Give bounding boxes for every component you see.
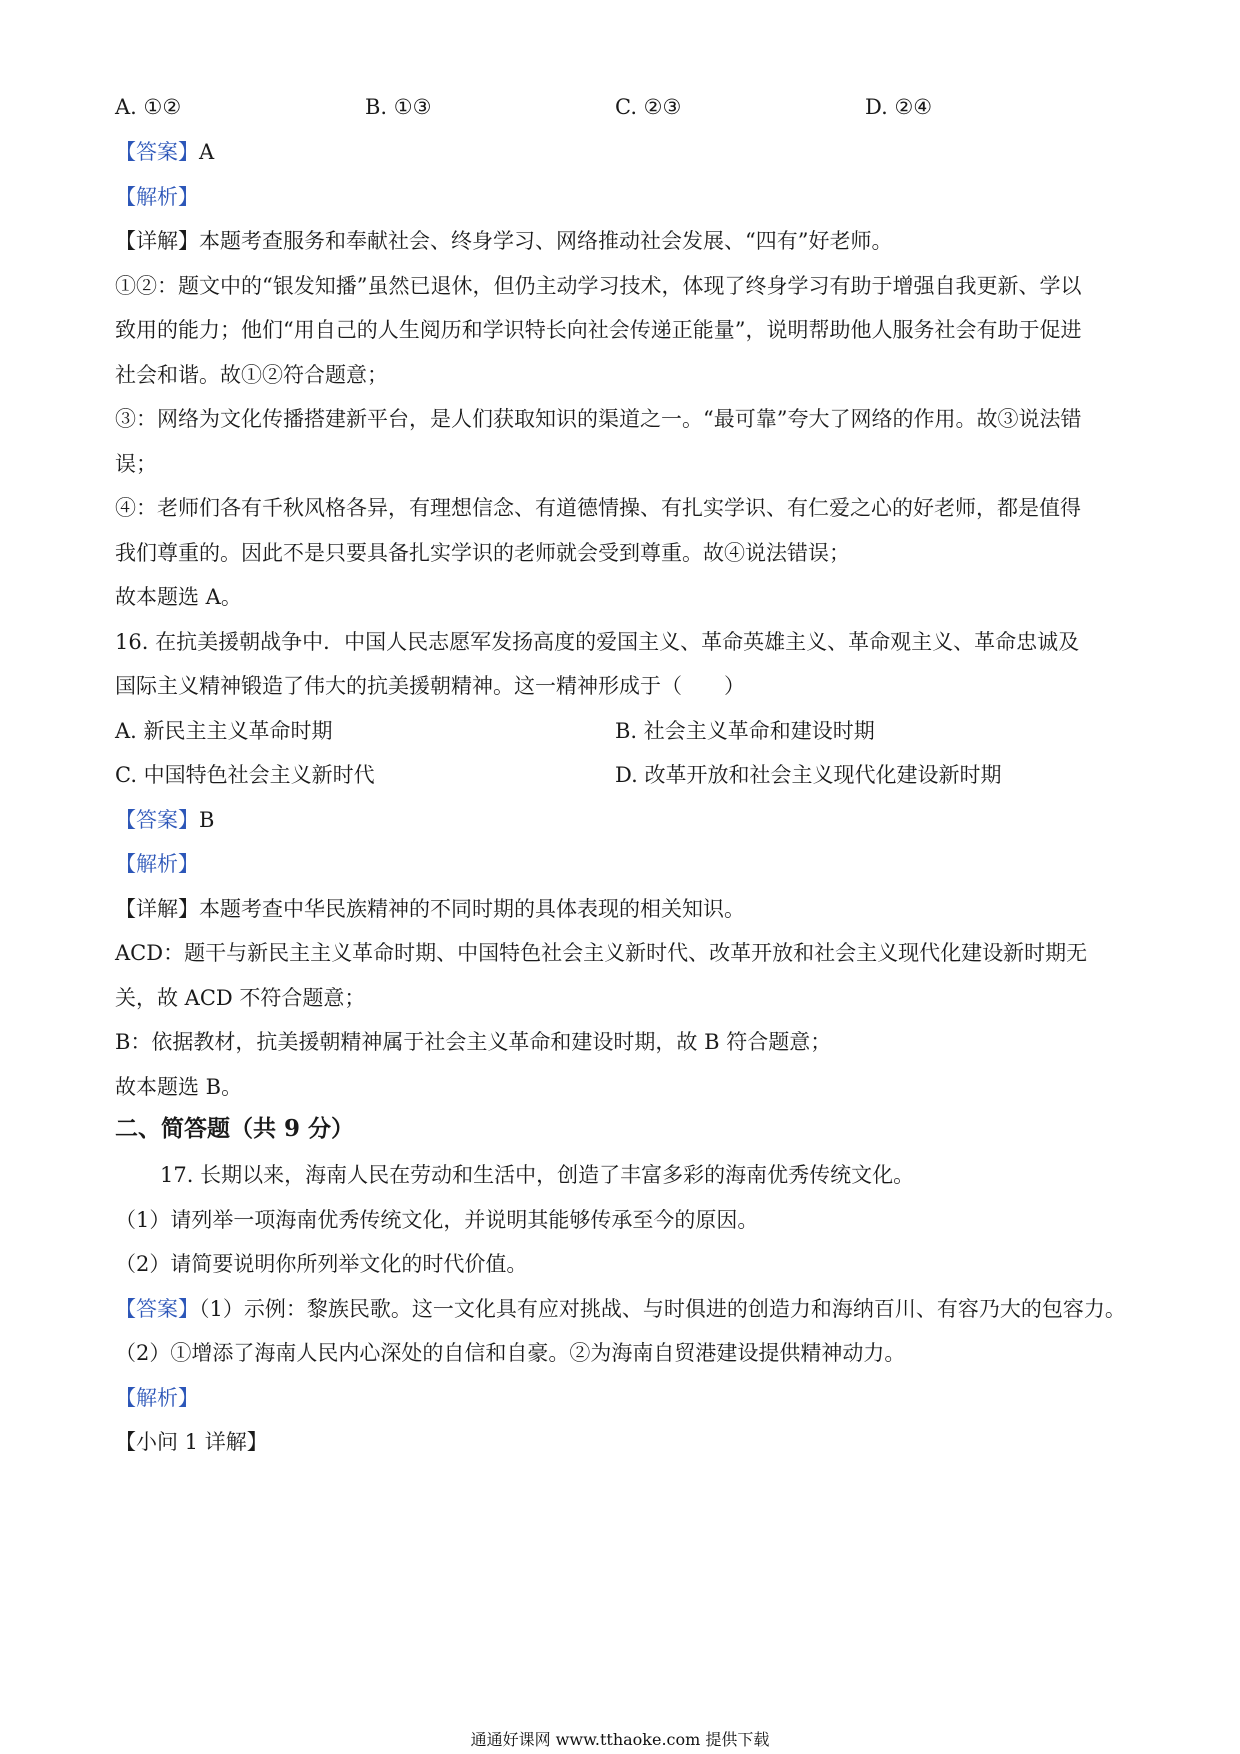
q15-line: 故本题选 A。 [115, 585, 242, 609]
detail-text: 本题考查服务和奉献社会、终身学习、网络推动社会发展、“四有”好老师。 [199, 229, 893, 253]
answer-text: （1）示例：黎族民歌。这一文化具有应对挑战、与时俱进的创造力和海纳百川、有容乃大的包容力。 [199, 1297, 1126, 1321]
q15-line: ③：网络为文化传播搭建新平台，是人们获取知识的渠道之一。“最可靠”夸大了网络的作用。故③说法错 [115, 407, 1082, 431]
q15-option-a: A. ①② [115, 95, 182, 119]
q16-line: ACD：题干与新民主主义革命时期、中国特色社会主义新时代、改革开放和社会主义现代化建设新时期无 [115, 941, 1088, 965]
q17-answer-2: （2）①增添了海南人民内心深处的自信和自豪。②为海南自贸港建设提供精神动力。 [115, 1341, 906, 1365]
q16-line: 关，故 ACD 不符合题意； [115, 986, 366, 1010]
detail-text: 本题考查中华民族精神的不同时期的具体表现的相关知识。 [199, 897, 745, 921]
q16-option-c: C. 中国特色社会主义新时代 [115, 763, 375, 787]
q15-answer [115, 137, 214, 167]
page-footer: 通通好课网 www.tthaoke.com 提供下载 [470, 1730, 770, 1749]
answer-tag: 【答案】 [115, 1297, 199, 1321]
q16-option-b: B. 社会主义革命和建设时期 [615, 719, 875, 743]
detail-tag: 【详解】 [115, 229, 199, 253]
q16-line: 故本题选 B。 [115, 1075, 243, 1099]
q17-sub-detail-heading: 【小问 1 详解】 [115, 1430, 268, 1454]
q15-options [115, 92, 1115, 122]
q15-line: 我们尊重的。因此不是只要具备扎实学识的老师就会受到尊重。故④说法错误； [115, 541, 850, 565]
q15-detail [115, 226, 892, 256]
answer-value: B [199, 808, 215, 832]
q17-stem: 17. 长期以来，海南人民在劳动和生活中，创造了丰富多彩的海南优秀传统文化。 [160, 1163, 915, 1187]
q17-answer [115, 1294, 1126, 1324]
q15-line: ④：老师们各有千秋风格各异，有理想信念、有道德情操、有扎实学识、有仁爱之心的好老师，都是值得 [115, 496, 1081, 520]
q16-options-row1 [115, 716, 1115, 746]
q15-option-b: B. ①③ [365, 95, 432, 119]
q15-line: ①②：题文中的“银发知播”虽然已退休，但仍主动学习技术，体现了终身学习有助于增强自我更新、学以 [115, 274, 1082, 298]
answer-tag: 【答案】 [115, 808, 199, 832]
q15-option-c: C. ②③ [615, 95, 682, 119]
detail-tag: 【详解】 [115, 897, 199, 921]
answer-value: A [199, 140, 215, 164]
q16-stem-line: 国际主义精神锻造了伟大的抗美援朝精神。这一精神形成于（ ） [115, 674, 745, 698]
q16-answer [115, 805, 214, 835]
q17-sub2: （2）请简要说明你所列举文化的时代价值。 [115, 1252, 528, 1276]
q15-analysis-tag: 【解析】 [115, 185, 199, 209]
q16-option-d: D. 改革开放和社会主义现代化建设新时期 [615, 763, 1002, 787]
q15-line: 误； [115, 452, 157, 476]
q16-detail [115, 894, 745, 924]
q16-stem-line: 16. 在抗美援朝战争中．中国人民志愿军发扬高度的爱国主义、革命英雄主义、革命观主义、革命忠诚及 [115, 630, 1080, 654]
section-title: 二、简答题（共 9 分） [115, 1115, 355, 1142]
q15-line: 致用的能力；他们“用自己的人生阅历和学识特长向社会传递正能量”，说明帮助他人服务社会有助于促进 [115, 318, 1082, 342]
q16-analysis-tag: 【解析】 [115, 852, 199, 876]
q17-sub1: （1）请列举一项海南优秀传统文化，并说明其能够传承至今的原因。 [115, 1208, 759, 1232]
answer-tag: 【答案】 [115, 140, 199, 164]
q15-line: 社会和谐。故①②符合题意； [115, 363, 388, 387]
q16-line: B：依据教材，抗美援朝精神属于社会主义革命和建设时期，故 B 符合题意； [115, 1030, 832, 1054]
q17-analysis-tag: 【解析】 [115, 1386, 199, 1410]
q16-option-a: A. 新民主主义革命时期 [115, 719, 333, 743]
q15-option-d: D. ②④ [865, 95, 933, 119]
q16-options-row2 [115, 760, 1115, 790]
